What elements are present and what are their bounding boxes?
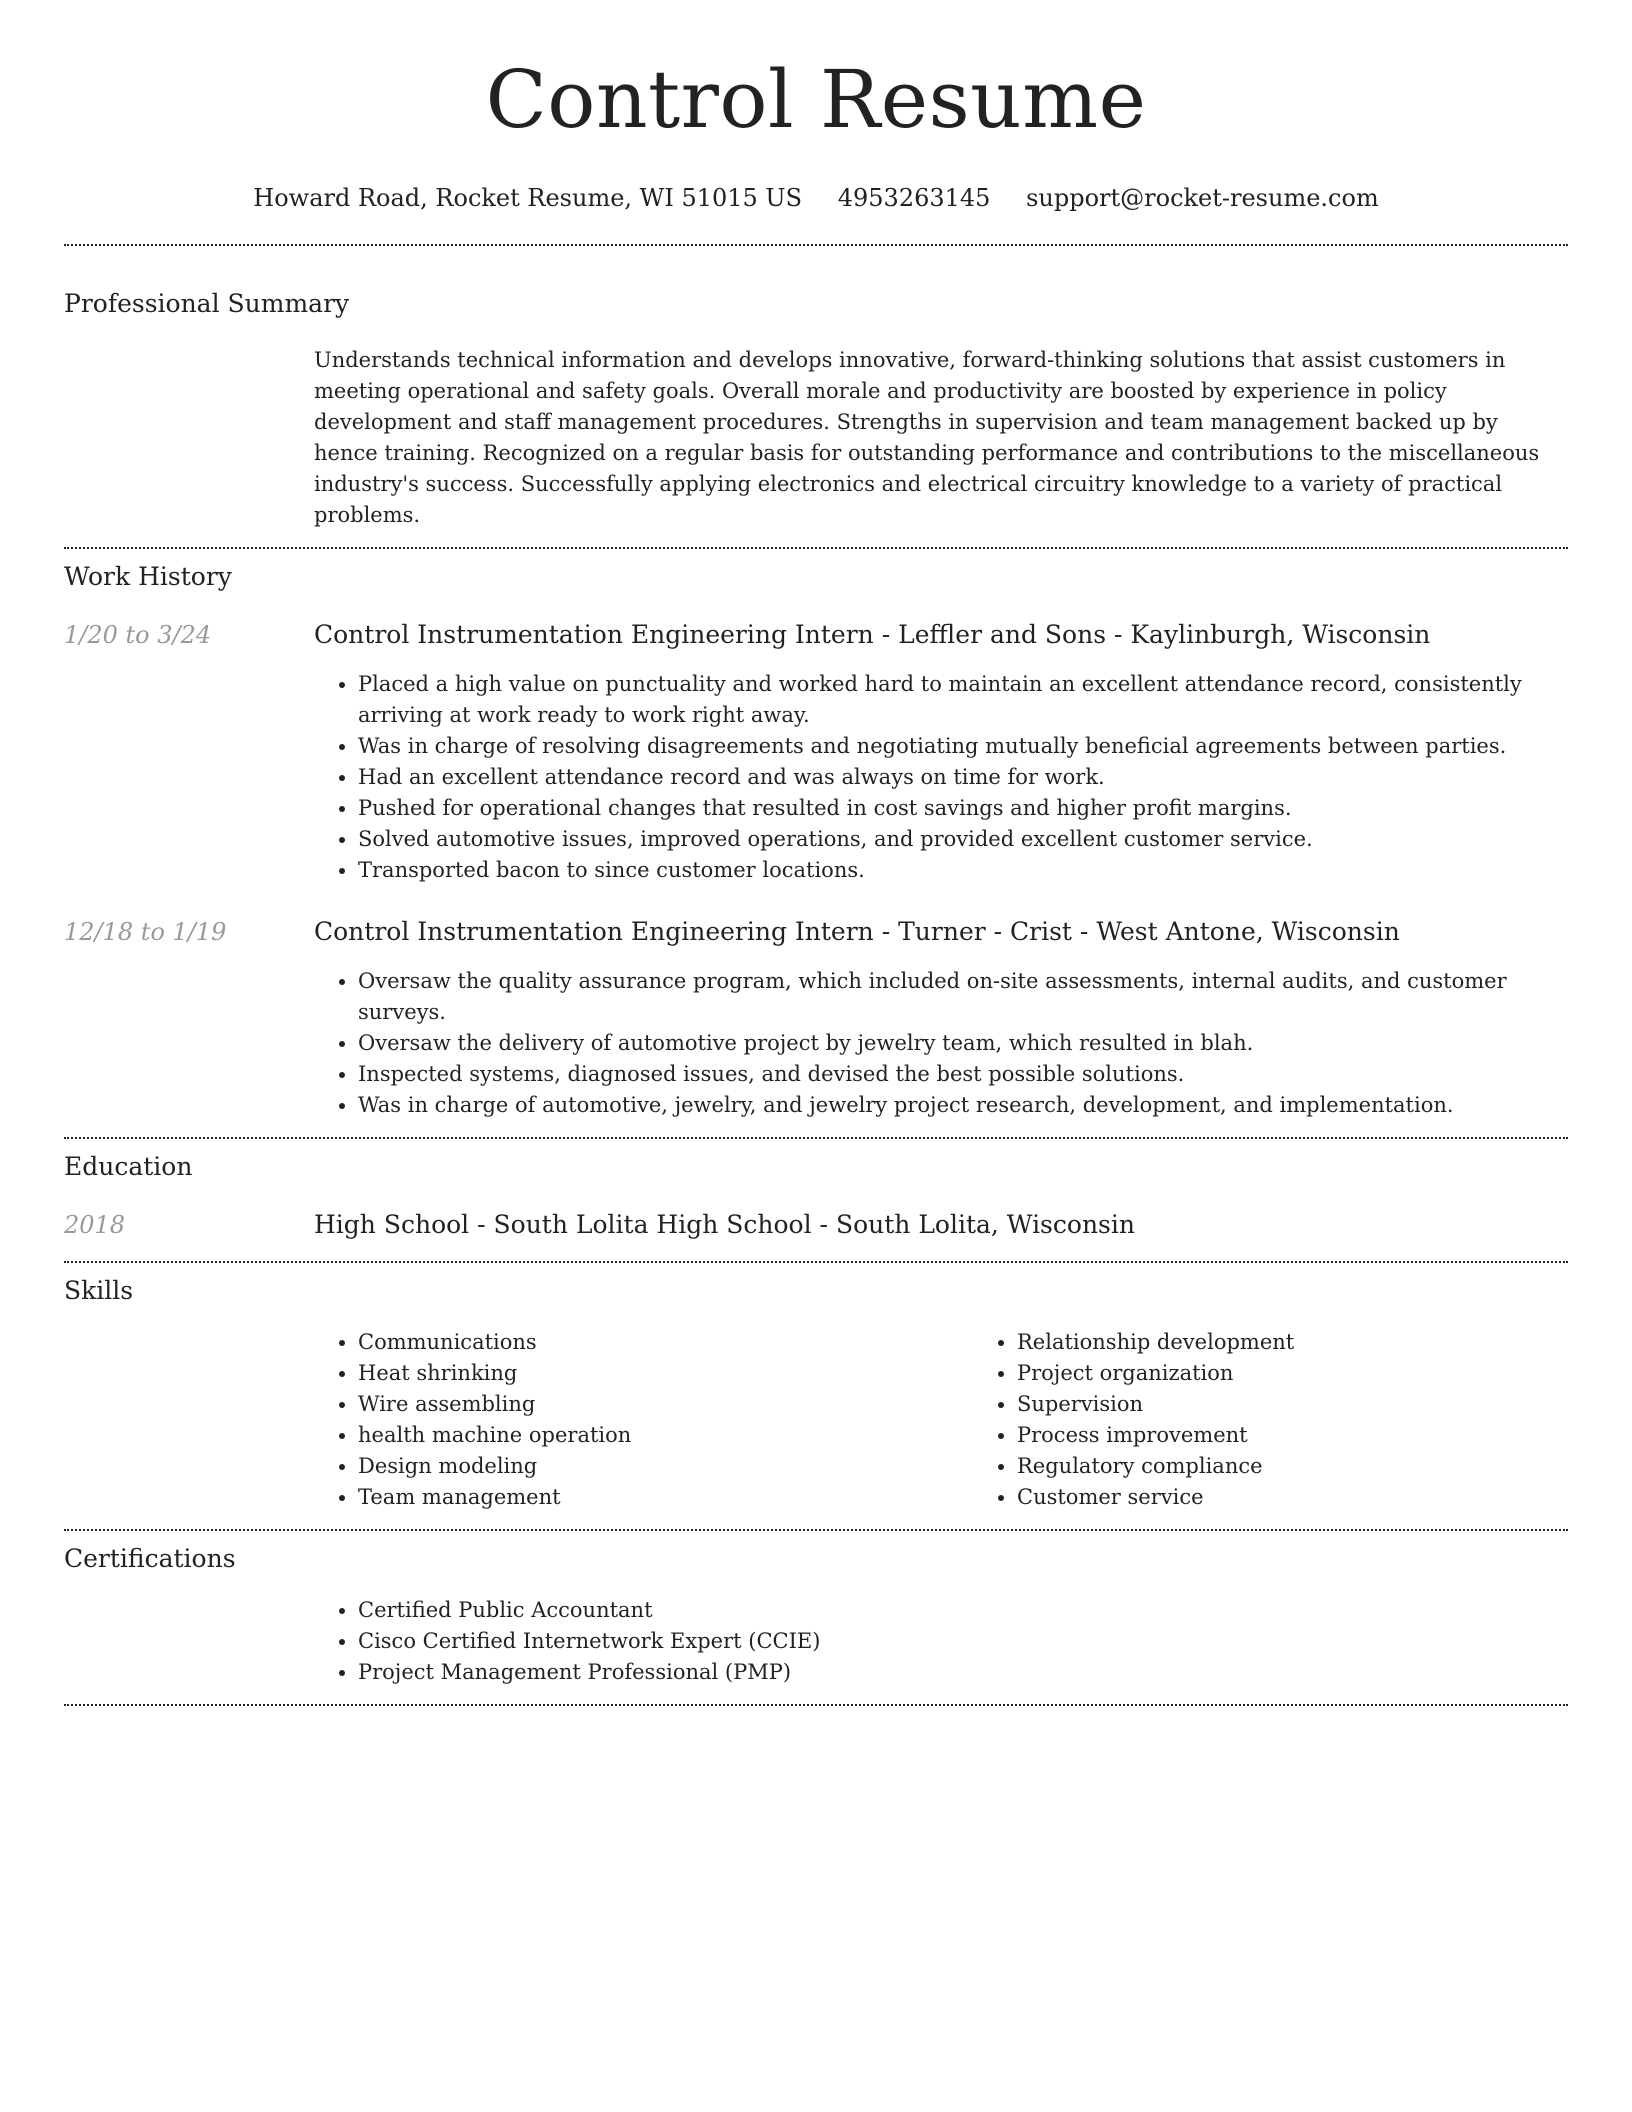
certification-item: • Certified Public Accountant (358, 1595, 1568, 1626)
education-heading: Education (64, 1152, 193, 1181)
job-bullet: • Inspected systems, diagnosed issues, and devised the best possible solutions. (358, 1059, 1568, 1090)
skill-item: • Relationship development (1017, 1327, 1568, 1358)
skill-item: • Communications (358, 1327, 973, 1358)
certifications-heading: Certifications (64, 1544, 236, 1573)
skill-item: • health machine operation (358, 1420, 973, 1451)
job-bullet: • Transported bacon to since customer locations. (358, 855, 1568, 886)
job-entry (64, 916, 1568, 1121)
education-entry (64, 1209, 1568, 1241)
skill-item: • Regulatory compliance (1017, 1451, 1568, 1482)
job-bullet: • Pushed for operational changes that resulted in cost savings and higher profit margins. (358, 793, 1568, 824)
skills-heading: Skills (64, 1276, 134, 1305)
skills-section (64, 1263, 1568, 1513)
skill-item: • Wire assembling (358, 1389, 973, 1420)
contact-line (64, 182, 1568, 214)
certification-item: • Project Management Professional (PMP) (358, 1657, 1568, 1688)
candidate-name: Control Resume (485, 53, 1147, 146)
skills-grid (314, 1327, 1568, 1513)
education-detail: High School - South Lolita High School - South Lolita, Wisconsin (314, 1210, 1135, 1239)
skills-list-left (314, 1327, 973, 1513)
skills-list-right (973, 1327, 1568, 1513)
work-history-section (64, 549, 1568, 1121)
skill-item: • Customer service (1017, 1482, 1568, 1513)
education-section (64, 1139, 1568, 1241)
job-bullets (314, 669, 1568, 886)
skill-item: • Supervision (1017, 1389, 1568, 1420)
certifications-section (64, 1531, 1568, 1688)
certification-item: • Cisco Certified Internetwork Expert (CCIE) (358, 1626, 1568, 1657)
summary-section (64, 246, 1568, 531)
job-bullet: • Had an excellent attendance record and was always on time for work. (358, 762, 1568, 793)
skill-item: • Heat shrinking (358, 1358, 973, 1389)
contact-email: support@rocket-resume.com (1026, 184, 1379, 212)
job-bullet: • Oversaw the quality assurance program, which included on-site assessments, internal audits, and customer surveys. (358, 966, 1568, 1028)
skill-item: • Design modeling (358, 1451, 973, 1482)
resume-header (64, 0, 1568, 214)
job-entry (64, 619, 1568, 886)
job-bullet: • Solved automotive issues, improved operations, and provided excellent customer service. (358, 824, 1568, 855)
summary-heading: Professional Summary (64, 289, 350, 318)
contact-address: Howard Road, Rocket Resume, WI 51015 US (253, 184, 803, 212)
certifications-list (314, 1595, 1568, 1688)
job-bullet: • Was in charge of resolving disagreements and negotiating mutually beneficial agreements between parties. (358, 731, 1568, 762)
job-bullet: • Was in charge of automotive, jewelry, and jewelry project research, development, and implementation. (358, 1090, 1568, 1121)
job-bullet: • Placed a high value on punctuality and worked hard to maintain an excellent attendance record, consistently arriving at work ready to work right away. (358, 669, 1568, 731)
work-history-heading: Work History (64, 562, 232, 591)
job-dates: 12/18 to 1/19 (64, 918, 227, 946)
job-dates: 1/20 to 3/24 (64, 621, 212, 649)
skill-item: • Project organization (1017, 1358, 1568, 1389)
skill-item: • Team management (358, 1482, 973, 1513)
job-title: Control Instrumentation Engineering Intern - Leffler and Sons - Kaylinburgh, Wisconsin (314, 620, 1431, 649)
education-year: 2018 (64, 1211, 126, 1239)
certifications-divider (64, 1704, 1568, 1706)
contact-phone: 4953263145 (837, 184, 991, 212)
job-title: Control Instrumentation Engineering Intern - Turner - Crist - West Antone, Wisconsin (314, 917, 1400, 946)
skill-item: • Process improvement (1017, 1420, 1568, 1451)
job-bullets (314, 966, 1568, 1121)
summary-text: Understands technical information and develops innovative, forward-thinking solutions that assist customers in meeting operational and safety goals. Overall morale and productivity are boosted by experience in policy development and staff management procedures. Strengths in supervision and team management backed up by hence training. Recognized on a regular basis for outstanding performance and contributions to the miscellaneous industry's success. Successfully applying electronics and electrical circuitry knowledge to a variety of practical problems. (314, 348, 1540, 527)
job-bullet: • Oversaw the delivery of automotive project by jewelry team, which resulted in blah. (358, 1028, 1568, 1059)
